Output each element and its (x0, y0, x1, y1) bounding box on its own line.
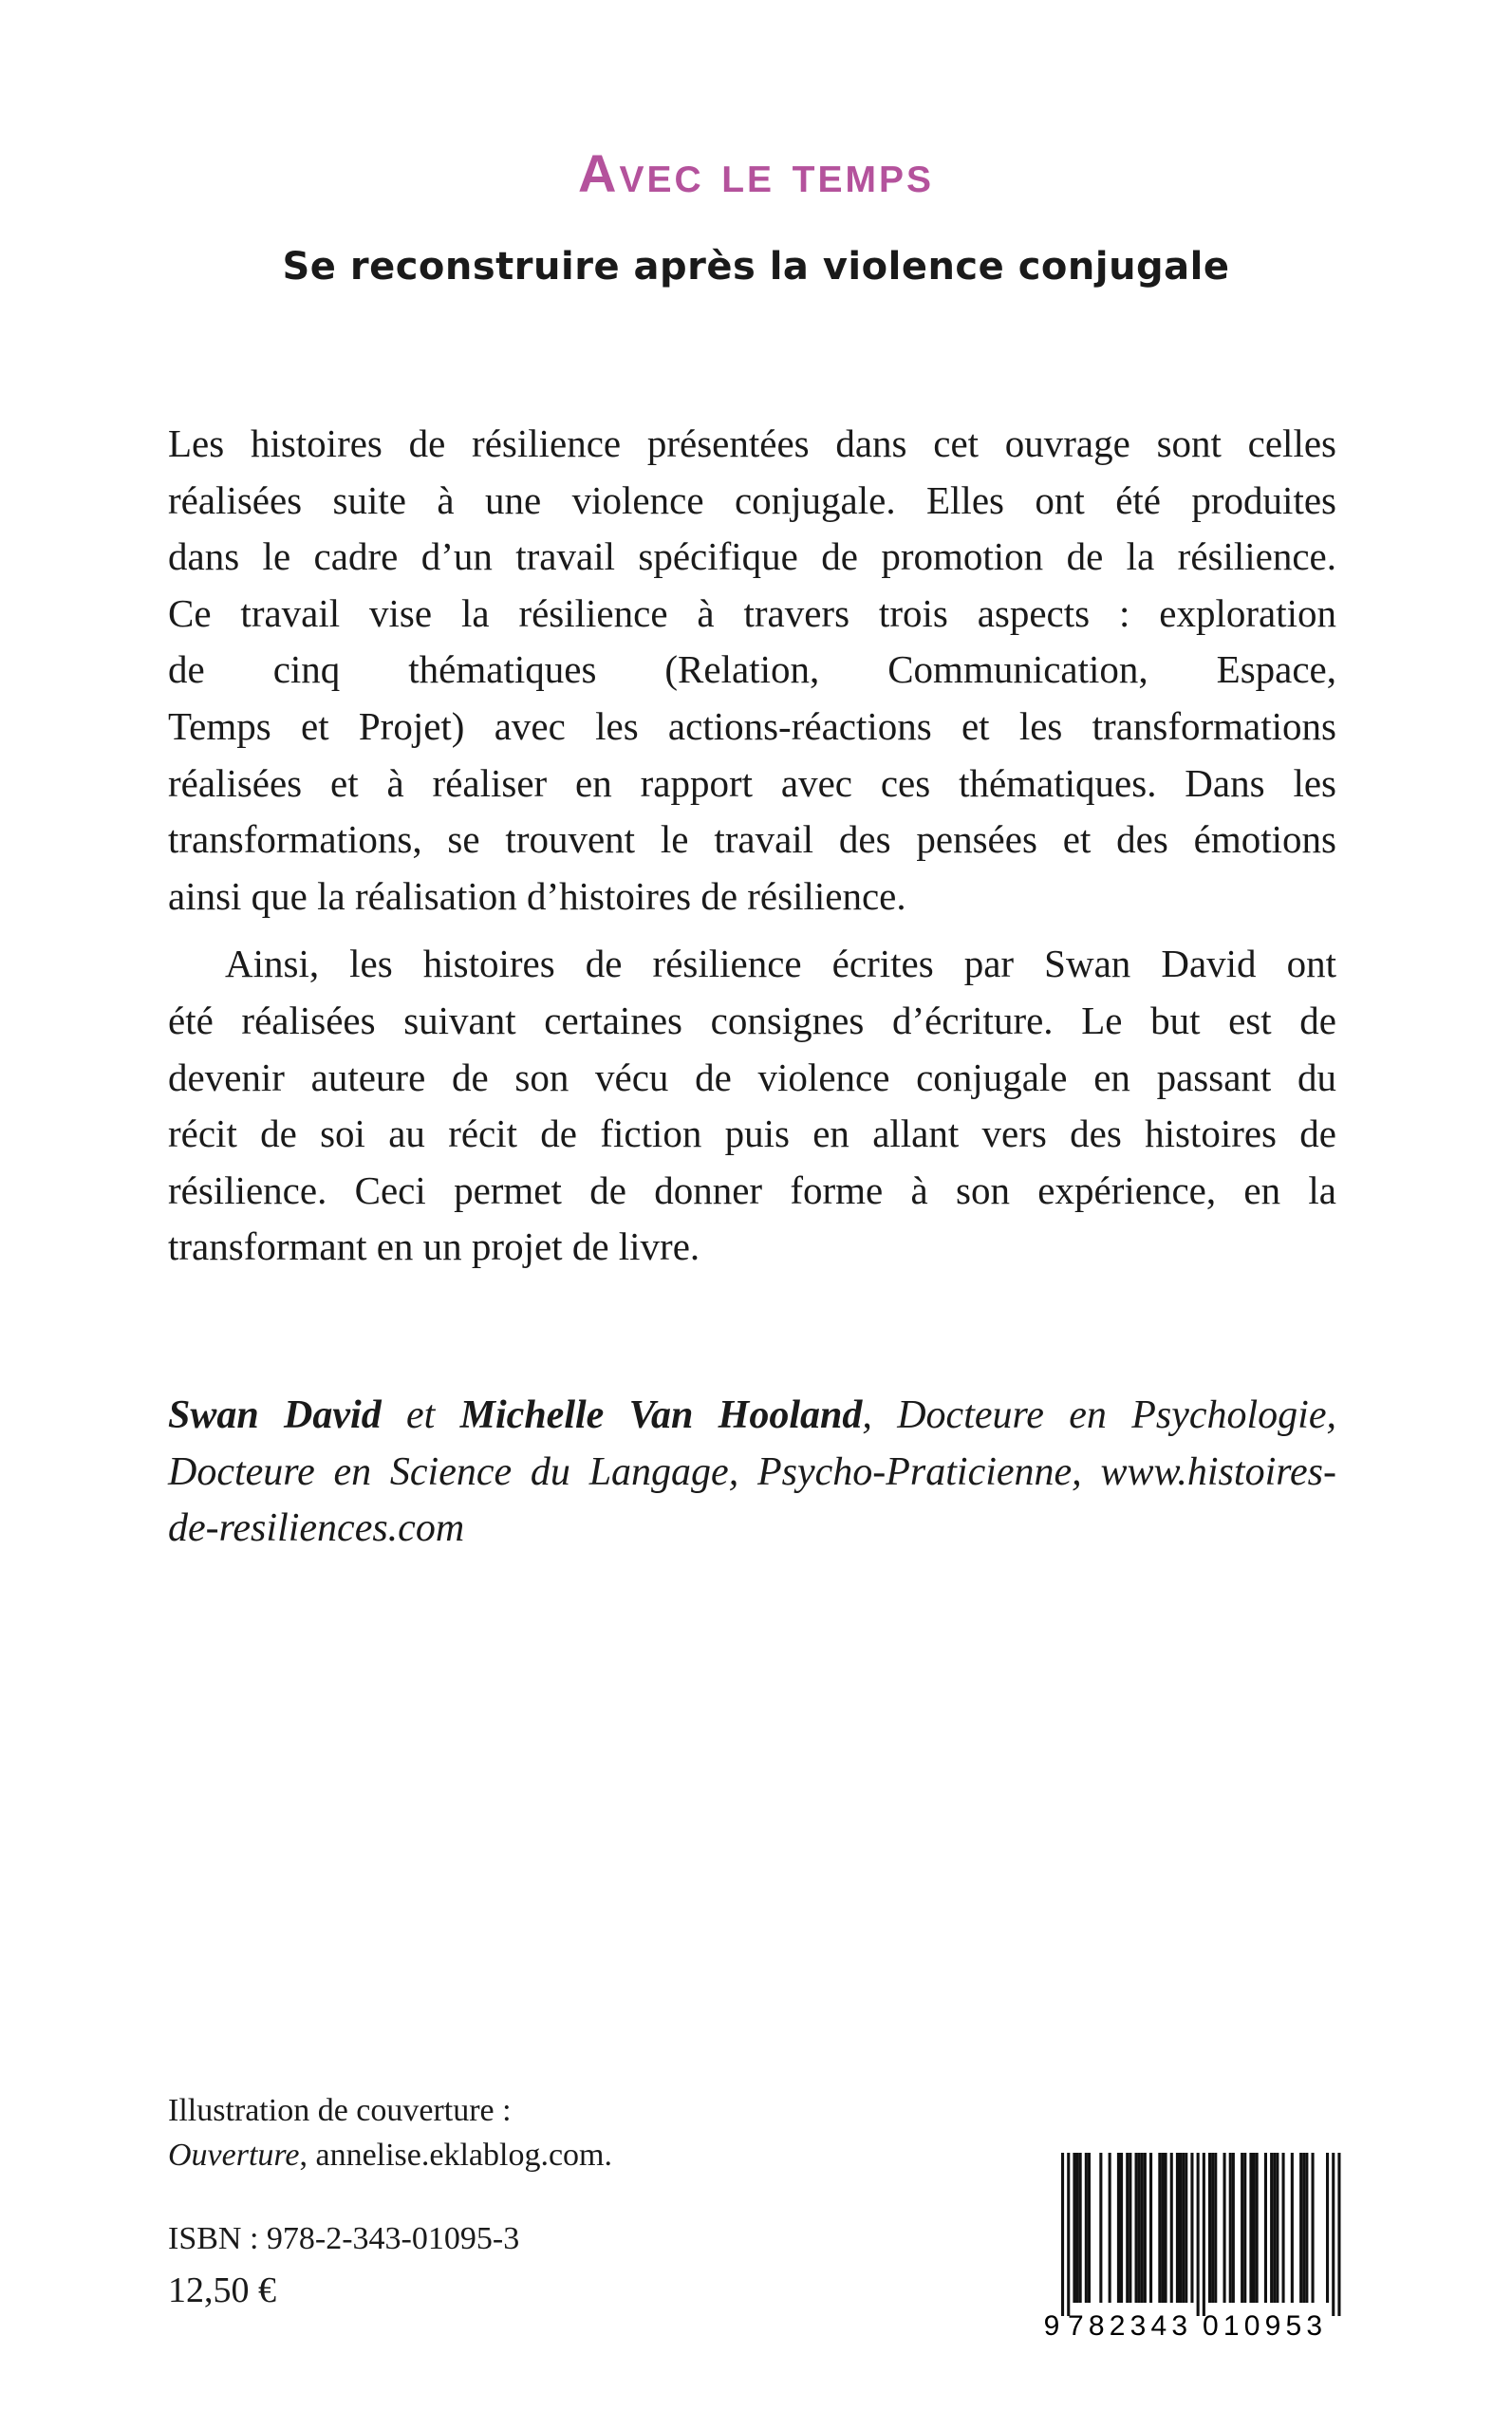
barcode-bar (1214, 2153, 1217, 2303)
barcode-bar (1185, 2153, 1187, 2303)
book-subtitle: Se reconstruire après la violence conjugale (282, 245, 1230, 289)
barcode (1044, 2149, 1344, 2339)
barcode-bar (1241, 2153, 1243, 2303)
barcode-bar (1079, 2153, 1082, 2303)
credit-work: Ouverture (168, 2138, 300, 2173)
barcode-bar (1161, 2153, 1164, 2303)
text-line: transformations, se trouvent le travail des pensées et des émotions (168, 817, 1336, 862)
barcode-bar (1302, 2153, 1305, 2303)
conjunction: et (406, 1393, 436, 1437)
text-line: Les histoires de résilience présentées dans cet ouvrage sont celles (168, 421, 1336, 465)
barcode-bar (1073, 2153, 1075, 2303)
barcode-bar (1208, 2153, 1211, 2303)
barcode-bar (1190, 2153, 1193, 2303)
barcode-bar (1243, 2153, 1246, 2303)
barcode-bar (1076, 2153, 1079, 2303)
barcode-bar (1273, 2153, 1276, 2303)
text-line: ainsi que la réalisation d’histoires de résilience. (168, 873, 906, 918)
text-line: réalisées et à réaliser en rapport avec ces thématiques. Dans les (168, 760, 1336, 805)
barcode-first-digit: 9 (1044, 2310, 1060, 2339)
blurb (168, 416, 1336, 1276)
barcode-bar (1291, 2153, 1294, 2303)
barcode-bar (1337, 2153, 1340, 2316)
barcode-bar (1165, 2153, 1167, 2303)
barcode-bar (1264, 2153, 1267, 2303)
barcode-bar (1305, 2153, 1308, 2303)
text-line: Ce travail vise la résilience à travers trois aspects : exploration (168, 590, 1336, 635)
author-credentials: , Docteure en Psychologie, (862, 1393, 1336, 1437)
barcode-bar (1158, 2153, 1161, 2303)
barcode-bar (1270, 2153, 1273, 2303)
barcode-bar (1223, 2153, 1226, 2303)
barcode-bar (1203, 2153, 1205, 2316)
barcode-bar (1144, 2153, 1147, 2303)
barcode-bar (1197, 2153, 1200, 2316)
blurb-paragraph-1 (168, 416, 1336, 925)
price: 12,50 € (168, 2270, 276, 2310)
author-name-2: Michelle Van Hooland (459, 1393, 863, 1437)
text-line: Ainsi, les histoires de résilience écrites par Swan David ont (225, 942, 1336, 986)
author-line-3: de-resiliences.com (168, 1506, 465, 1551)
illustration-credit (168, 2088, 612, 2177)
barcode-bar (1182, 2153, 1185, 2303)
barcode-bar (1170, 2153, 1173, 2303)
text-line: récit de soi au récit de fiction puis en allant vers des histoires de (168, 1112, 1336, 1156)
barcode-bar (1211, 2153, 1214, 2303)
barcode-bar (1232, 2153, 1235, 2303)
blurb-paragraph-2 (168, 936, 1336, 1276)
author-bio (168, 1388, 1336, 1558)
barcode-bar (1067, 2153, 1070, 2316)
barcode-bar (1179, 2153, 1182, 2303)
barcode-bar (1109, 2153, 1111, 2303)
barcode-bar (1176, 2153, 1179, 2303)
text-line: réalisées suite à une violence conjugale. Elles ont été produites (168, 477, 1336, 522)
barcode-bar (1229, 2153, 1232, 2303)
text-line: transformant en un projet de livre. (168, 1224, 700, 1269)
barcode-right-digits: 010953 (1203, 2310, 1322, 2339)
barcode-bar (1249, 2153, 1252, 2303)
barcode-bar (1138, 2153, 1141, 2303)
barcode-bar (1332, 2153, 1335, 2316)
credit-label: Illustration de couverture : (168, 2093, 512, 2128)
barcode-bar (1088, 2153, 1091, 2303)
text-line: devenir auteure de son vécu de violence conjugale en passant du (168, 1055, 1336, 1099)
barcode-bar (1299, 2153, 1302, 2303)
barcode-bar (1126, 2153, 1129, 2303)
barcode-bar (1099, 2153, 1102, 2303)
barcode-bar (1141, 2153, 1144, 2303)
credit-source: , annelise.eklablog.com. (299, 2138, 612, 2173)
author-line-2: Docteure en Science du Langage, Psycho-Praticienne, www.histoires- (168, 1449, 1336, 1494)
barcode-left-digits: 782343 (1068, 2310, 1187, 2339)
book-title: Avec le temps (578, 143, 934, 203)
barcode-bar (1085, 2153, 1088, 2303)
barcode-bar (1282, 2153, 1285, 2303)
barcode-bar (1135, 2153, 1138, 2303)
text-line: de cinq thématiques (Relation, Communication, Espace, (168, 647, 1336, 692)
author-line-1 (168, 1388, 1336, 1445)
barcode-bar (1061, 2153, 1064, 2316)
credit-source-line (168, 2133, 612, 2177)
text-line: dans le cadre d’un travail spécifique de promotion de la résilience. (168, 534, 1336, 579)
barcode-bar (1253, 2153, 1256, 2303)
barcode-bar (1129, 2153, 1131, 2303)
text-line: résilience. Ceci permet de donner forme à son expérience, en la (168, 1168, 1336, 1212)
text-line: Temps et Projet) avec les actions-réactions et les transformations (168, 703, 1336, 748)
isbn: ISBN : 978-2-343-01095-3 (168, 2221, 520, 2256)
barcode-bar (1312, 2153, 1315, 2303)
barcode-bar (1149, 2153, 1152, 2303)
barcode-bar (1117, 2153, 1120, 2303)
barcode-bar (1120, 2153, 1123, 2303)
author-name-1: Swan David (168, 1393, 382, 1437)
text-line: été réalisées suivant certaines consignes d’écriture. Le but est de (168, 998, 1336, 1042)
barcode-bars (1061, 2153, 1341, 2316)
barcode-bar (1326, 2153, 1329, 2303)
barcode-bar (1256, 2153, 1259, 2303)
barcode-bar (1276, 2153, 1279, 2303)
